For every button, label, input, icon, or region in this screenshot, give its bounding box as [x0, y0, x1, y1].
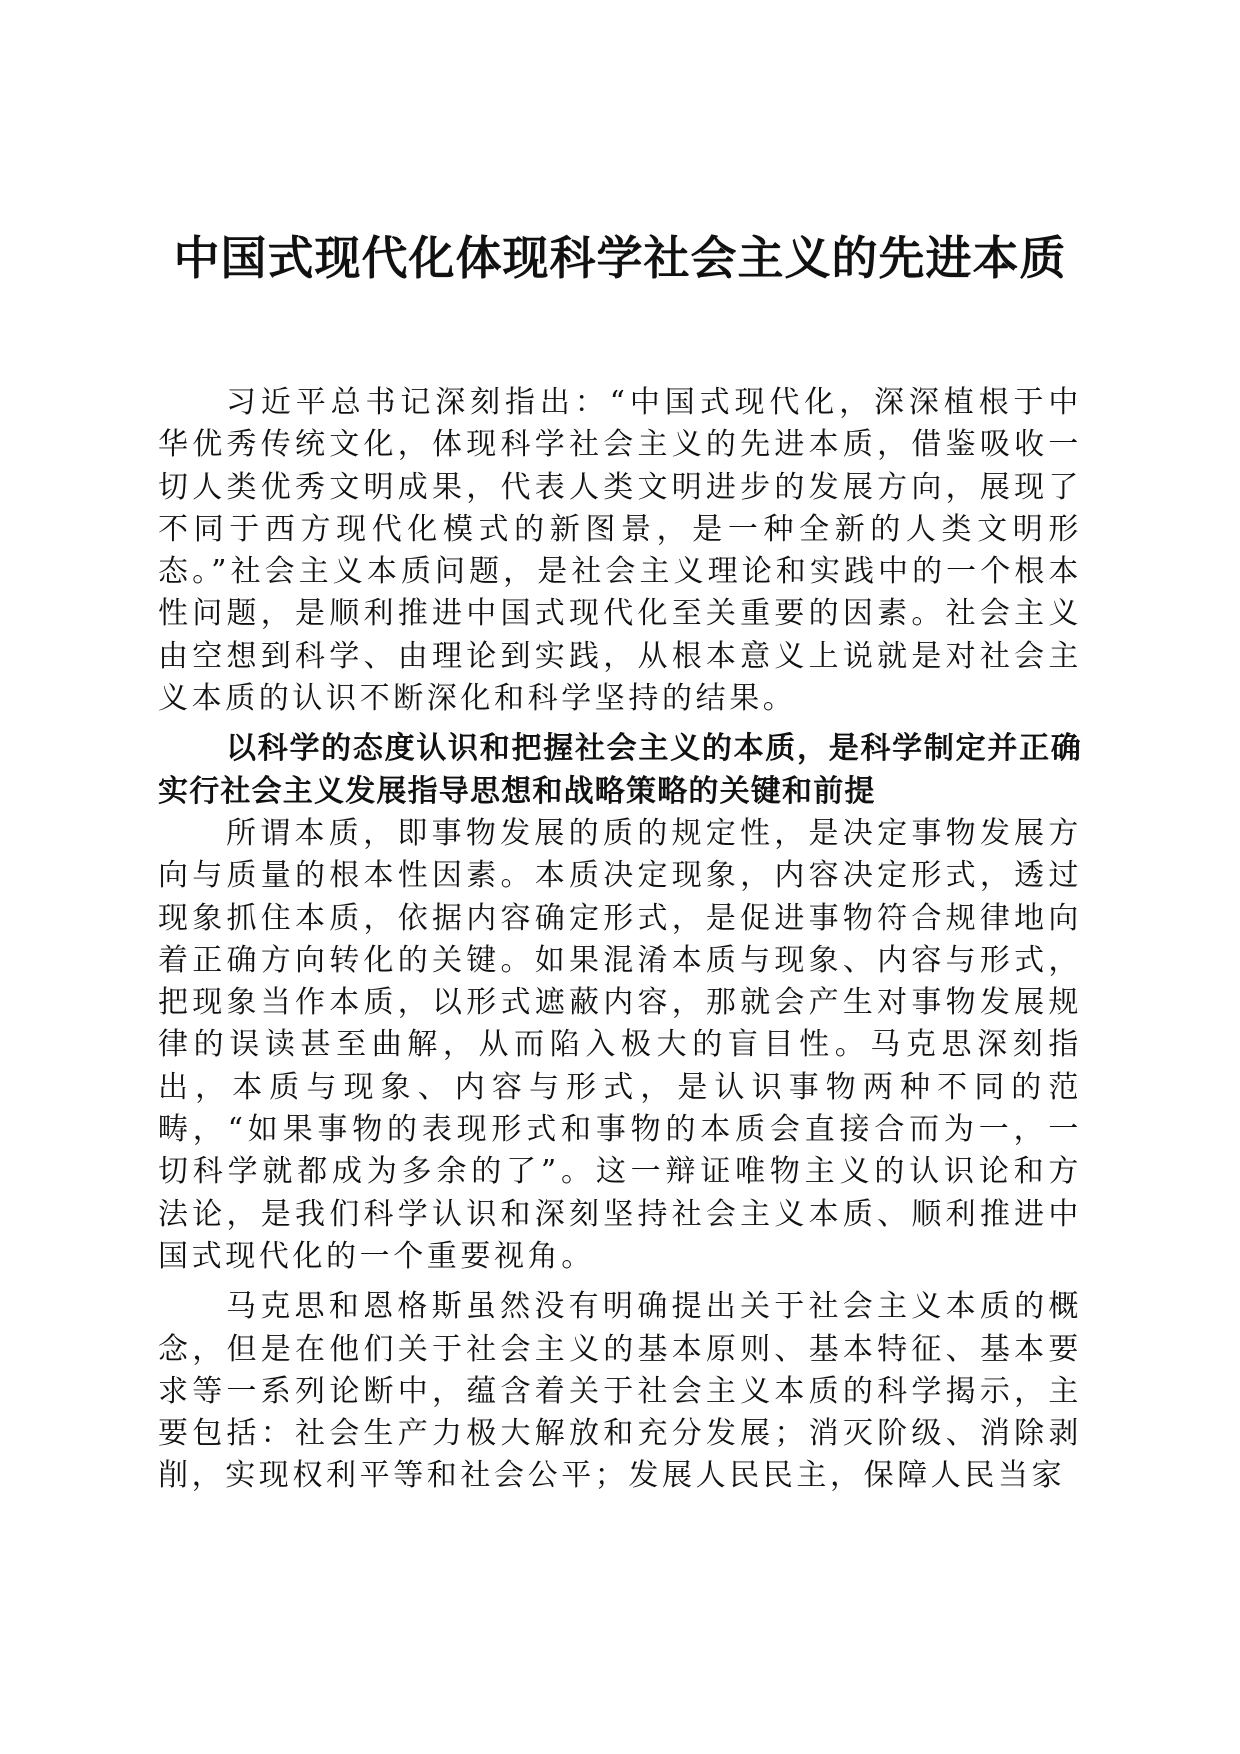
section-heading: 以科学的态度认识和把握社会主义的本质，是科学制定并正确实行社会主义发展指导思想和战略策略的关键和前提 — [158, 731, 1082, 809]
paragraph-essence: 所谓本质，即事物发展的质的规定性，是决定事物发展方向与质量的根本性因素。本质决定现象，内容决定形式，透过现象抓住本质，依据内容确定形式，是促进事物符合规律地向着正确方向转化的关键。如果混淆本质与现象、内容与形式，把现象当作本质，以形式遮蔽内容，那就会产生对事物发展规律的误读甚至曲解，从而陷入极大的盲目性。马克思深刻指出，本质与现象、内容与形式，是认识事物两种不同的范畴，“如果事物的表现形式和事物的本质会直接合而为一，一切科学就都成为多余的了”。这一辩证唯物主义的认识论和方法论，是我们科学认识和深刻坚持社会主义本质、顺利推进中国式现代化的一个重要视角。 — [158, 815, 1082, 1274]
paragraph-intro: 习近平总书记深刻指出：“中国式现代化，深深植根于中华优秀传统文化，体现科学社会主义的先进本质，借鉴吸收一切人类优秀文明成果，代表人类文明进步的发展方向，展现了不同于西方现代化模式的新图景，是一种全新的人类文明形态。”社会主义本质问题，是社会主义理论和实践中的一个根本性问题，是顺利推进中国式现代化至关重要的因素。社会主义由空想到科学、由理论到实践，从根本意义上说就是对社会主义本质的认识不断深化和科学坚持的结果。 — [158, 385, 1082, 717]
document-title: 中国式现代化体现科学社会主义的先进本质 — [173, 231, 1067, 285]
paragraph-marx-engels: 马克思和恩格斯虽然没有明确提出关于社会主义本质的概念，但是在他们关于社会主义的基本原则、基本特征、基本要求等一系列论断中，蕴含着关于社会主义本质的科学揭示，主要包括：社会生产力极大解放和充分发展；消灭阶级、消除剥削，实现权利平等和社会公平；发展人民民主，保障人民当家 — [158, 1289, 1082, 1494]
document-body — [158, 382, 1082, 1498]
